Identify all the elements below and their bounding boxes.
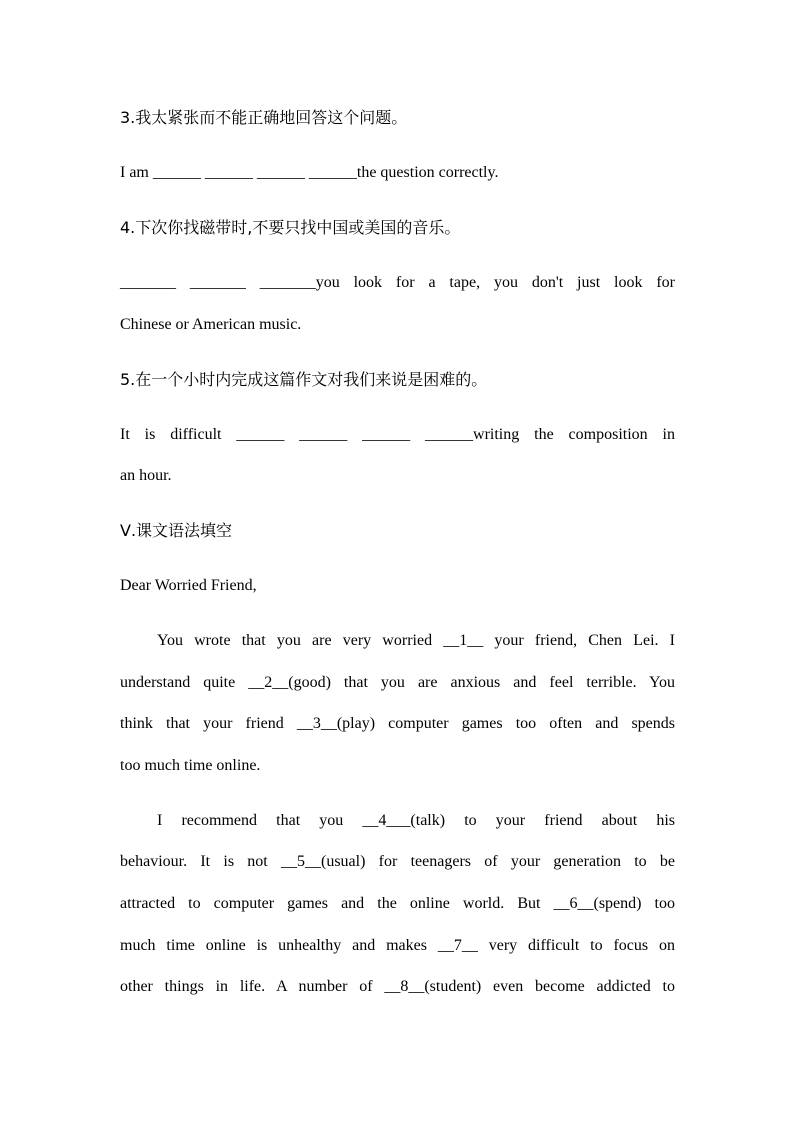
q4-english-line-1: _______ _______ _______you look for a tape, you don't just look for bbox=[120, 274, 675, 291]
q5-chinese-sentence: 5.在一个小时内完成这篇作文对我们来说是困难的。 bbox=[120, 370, 488, 389]
letter-p2-line-3: attracted to computer games and the online world. But __6__(spend) too bbox=[120, 895, 675, 912]
letter-p2-line-4: much time online is unhealthy and makes __7__ very difficult to focus on bbox=[120, 937, 675, 954]
q5-english-line-2: an hour. bbox=[120, 467, 172, 484]
q5-english-line-1: It is difficult ______ ______ ______ ______writing the composition in bbox=[120, 426, 675, 443]
letter-p2-line-5: other things in life. A number of __8__(student) even become addicted to bbox=[120, 978, 675, 995]
letter-p1-line-4: too much time online. bbox=[120, 757, 261, 774]
letter-p1-line-3: think that your friend __3__(play) computer games too often and spends bbox=[120, 715, 675, 732]
q3-chinese-sentence: 3.我太紧张而不能正确地回答这个问题。 bbox=[120, 108, 408, 127]
letter-p1-line-2: understand quite __2__(good) that you are anxious and feel terrible. You bbox=[120, 674, 675, 691]
letter-p2-line-1: I recommend that you __4___(talk) to your friend about his bbox=[157, 812, 675, 829]
q4-english-line-2: Chinese or American music. bbox=[120, 316, 302, 333]
letter-p2-line-2: behaviour. It is not __5__(usual) for teenagers of your generation to be bbox=[120, 853, 675, 870]
section-heading: Ⅴ.课文语法填空 bbox=[120, 521, 233, 540]
q4-chinese-sentence: 4.下次你找磁带时,不要只找中国或美国的音乐。 bbox=[120, 218, 461, 237]
letter-p1-line-1: You wrote that you are very worried __1__ your friend, Chen Lei. I bbox=[157, 632, 675, 649]
letter-salutation: Dear Worried Friend, bbox=[120, 577, 257, 594]
q3-english-sentence: I am ______ ______ ______ ______the question correctly. bbox=[120, 164, 499, 181]
